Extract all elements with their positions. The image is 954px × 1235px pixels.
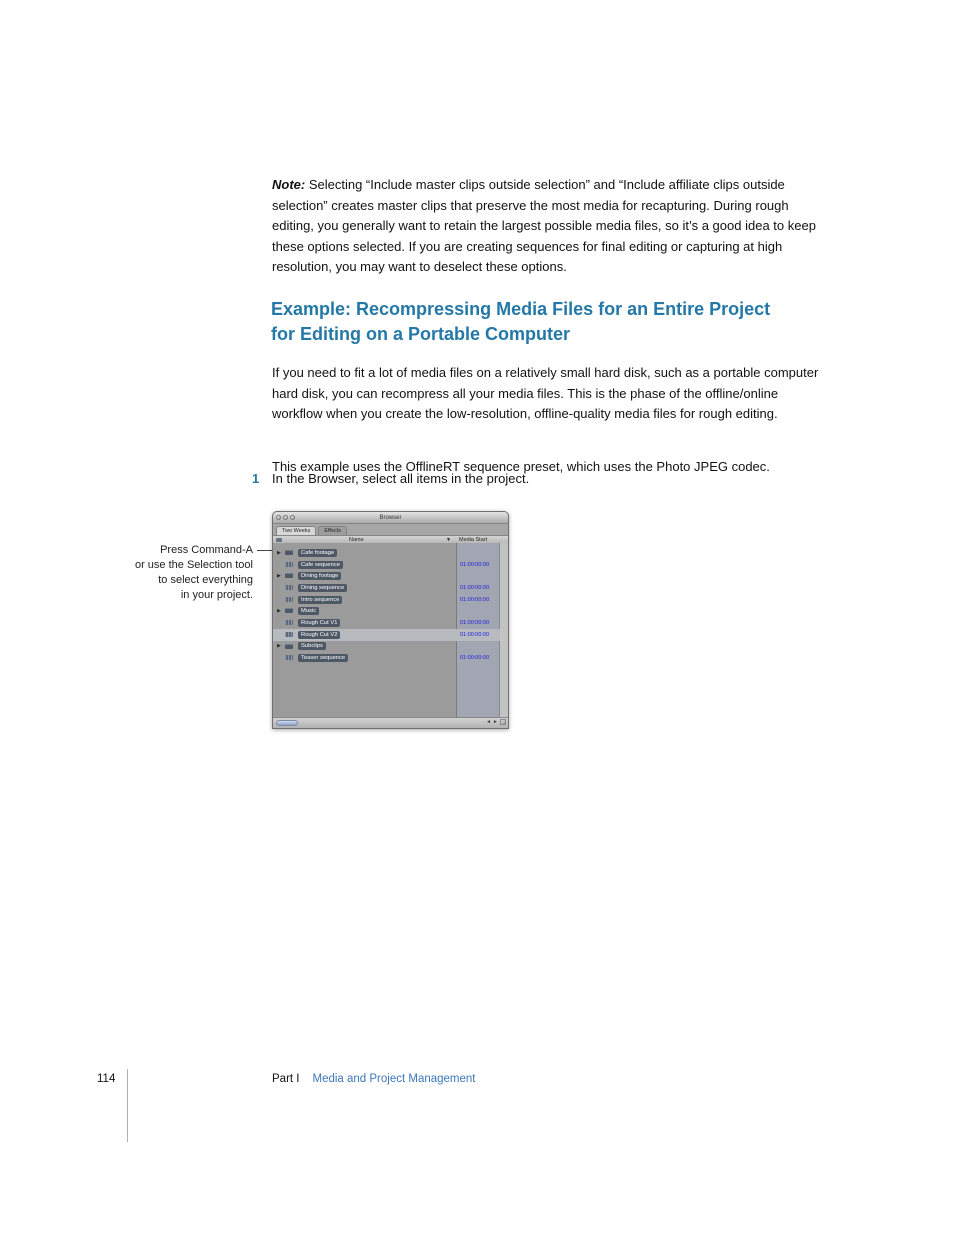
item-name[interactable]: Teaser sequence: [298, 654, 348, 662]
tab-effects[interactable]: Effects: [318, 526, 347, 535]
sequence-icon: [285, 562, 293, 567]
browser-row[interactable]: [273, 629, 500, 641]
numbered-step: [252, 471, 529, 486]
item-name[interactable]: Rough Cut V1: [298, 619, 340, 627]
scroll-left-arrow-icon[interactable]: ◄: [486, 719, 492, 725]
note-paragraph: [272, 175, 824, 278]
browser-row[interactable]: [273, 594, 500, 606]
clip-column-icon: [276, 538, 282, 542]
step-text: In the Browser, select all items in the project.: [272, 471, 530, 486]
item-name[interactable]: Cafe footage: [298, 549, 337, 557]
sort-indicator-icon[interactable]: ▼: [446, 537, 451, 543]
media-start-value: 01:00:00:00: [460, 585, 490, 592]
item-name[interactable]: Dining footage: [298, 572, 341, 580]
item-name[interactable]: Cafe sequence: [298, 561, 343, 569]
item-name[interactable]: Dining sequence: [298, 584, 347, 592]
item-name[interactable]: Rough Cut V2: [298, 631, 340, 639]
item-name[interactable]: Music: [298, 607, 319, 615]
sequence-icon: [285, 655, 293, 660]
callout-connector-line: [257, 550, 272, 551]
footer-part-label: Part I: [272, 1073, 300, 1085]
caption-line: in your project.: [180, 589, 253, 601]
caption-line: to select everything: [158, 574, 253, 586]
bin-icon: [285, 550, 293, 555]
browser-row[interactable]: [273, 582, 500, 594]
body-paragraph-2: This example uses the OfflineRT sequence preset, which uses the Photo JPEG codec.: [272, 459, 770, 474]
media-start-value: 01:00:00:00: [460, 620, 490, 627]
browser-row[interactable]: [273, 559, 500, 571]
zoom-button-icon[interactable]: [290, 515, 295, 520]
browser-row[interactable]: [273, 605, 500, 617]
sequence-icon: [285, 632, 293, 637]
sequence-icon: [285, 620, 293, 625]
note-text: Selecting “Include master clips outside selection” and “Include affiliate clips outside selection” creates master clips that preserve the most media for recapturing. During rough editing, you generally want to retain the largest possible media files, so it’s a good idea to keep these options selected. If you are creating sequences for final editing or capturing at high resolution, you may want to deselect these options.: [272, 177, 816, 274]
vertical-scrollbar[interactable]: [499, 543, 508, 718]
section-heading-line1: Example: Recompressing Media Files for an Entire Project: [271, 299, 771, 319]
browser-rows: [273, 547, 500, 664]
step-number: 1: [252, 471, 260, 486]
media-start-value: 01:00:00:00: [460, 596, 490, 603]
close-button-icon[interactable]: [276, 515, 281, 520]
scroll-right-arrow-icon[interactable]: ►: [493, 719, 498, 725]
footer: [272, 1073, 476, 1085]
media-start-value: 01:00:00:00: [460, 561, 490, 568]
window-title: Browser: [379, 514, 402, 521]
bin-icon: [285, 644, 293, 649]
disclosure-triangle-icon[interactable]: ▶: [277, 549, 281, 556]
column-header-name[interactable]: Name: [349, 537, 364, 543]
section-heading: [271, 297, 770, 347]
footer-divider: [127, 1069, 128, 1142]
browser-row[interactable]: [273, 617, 500, 629]
horizontal-scrollbar-thumb[interactable]: [276, 720, 298, 726]
browser-content: [273, 543, 508, 718]
tab-two-weeks[interactable]: Two Weeks: [276, 526, 316, 535]
media-start-value: 01:00:00:00: [460, 655, 490, 662]
disclosure-triangle-icon[interactable]: ▶: [277, 572, 281, 579]
item-name[interactable]: Subclips: [298, 642, 326, 650]
caption-line: or use the Selection tool: [134, 559, 253, 571]
section-heading-line2: for Editing on a Portable Computer: [271, 324, 571, 344]
minimize-button-icon[interactable]: [283, 515, 288, 520]
bin-icon: [285, 573, 293, 578]
window-controls: [276, 515, 295, 520]
disclosure-triangle-icon[interactable]: ▶: [277, 643, 281, 649]
sequence-icon: [285, 585, 293, 590]
item-name[interactable]: Intro sequence: [298, 596, 342, 604]
media-start-value: 01:00:00:00: [460, 631, 490, 638]
margin-caption: [88, 543, 253, 603]
note-label: Note:: [272, 177, 306, 192]
disclosure-triangle-icon[interactable]: ▶: [277, 607, 281, 614]
body-paragraph-1: If you need to fit a lot of media files on a relatively small hard disk, such as a portable computer hard disk, you can recompress all your media files. This is the phase of the offline/online workflow when you create the low-resolution, offline-quality media files for rough editing.: [272, 365, 819, 421]
browser-row[interactable]: [273, 652, 500, 664]
window-titlebar[interactable]: [273, 512, 508, 524]
column-header-media-start[interactable]: Media Start: [459, 537, 488, 543]
resize-grip-icon[interactable]: [500, 719, 506, 725]
browser-row[interactable]: [273, 641, 500, 653]
caption-line: Press Command-A: [160, 544, 253, 556]
browser-window: [272, 511, 509, 729]
browser-row[interactable]: [273, 570, 500, 582]
tab-bar: [273, 524, 508, 536]
scroll-corner: [486, 719, 506, 725]
bottom-scrollbar: [273, 717, 508, 728]
footer-section-link[interactable]: Media and Project Management: [312, 1073, 476, 1085]
sequence-icon: [285, 597, 293, 602]
bin-icon: [285, 608, 293, 613]
page-number: 114: [97, 1073, 116, 1085]
browser-row[interactable]: [273, 547, 500, 559]
